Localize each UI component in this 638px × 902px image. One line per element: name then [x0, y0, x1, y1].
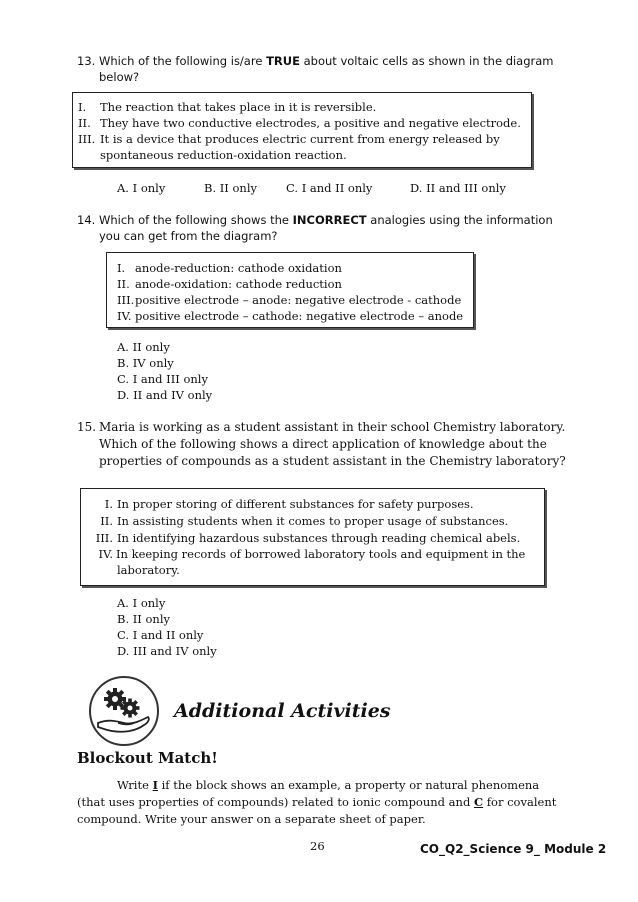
- q14-option-a[interactable]: A. II only: [117, 340, 170, 354]
- q13-question: [99, 53, 569, 69]
- q14-stmt-2: anode-oxidation: cathode reduction: [135, 277, 342, 291]
- instruction-line-2: [77, 794, 556, 811]
- q15-stmt-2: In assisting students when it comes to proper usage of substances.: [117, 514, 509, 528]
- q15-line-1: Maria is working as a student assistant in their school Chemistry laboratory.: [99, 420, 566, 434]
- instr-1-post: if the block shows an example, a property or natural phenomena: [157, 778, 540, 792]
- q13-stmt-2-num: II.: [78, 116, 91, 130]
- q13-stmt-2: They have two conductive electrodes, a positive and negative electrode.: [100, 116, 521, 130]
- q14-number: 14.: [77, 213, 96, 227]
- q15-stmt-1-num: I.: [104, 497, 113, 511]
- instruction-line-3: compound. Write your answer on a separate sheet of paper.: [77, 812, 426, 826]
- q15-stmt-2-num: II.: [100, 514, 113, 528]
- q14-stmt-1-num: I.: [117, 261, 126, 275]
- q13-stmt-1: The reaction that takes place in it is reversible.: [100, 100, 377, 114]
- q14-option-d[interactable]: D. II and IV only: [117, 388, 213, 402]
- q14-stmt-3: positive electrode – anode: negative electrode - cathode: [135, 293, 462, 307]
- q13-text-post: about voltaic cells as shown in the diagram: [299, 54, 554, 68]
- q13-question-line2: below?: [99, 70, 140, 84]
- q15-stmt-4: In keeping records of borrowed laboratory tools and equipment in the: [116, 547, 526, 561]
- q13-text-pre: Which of the following is/are: [99, 54, 267, 68]
- instruction-line-1: [117, 777, 539, 794]
- q13-option-a[interactable]: A. I only: [117, 181, 166, 195]
- q13-stmt-1-num: I.: [78, 100, 87, 114]
- module-code: CO_Q2_Science 9_ Module 2: [420, 842, 607, 856]
- q14-option-b[interactable]: B. IV only: [117, 356, 174, 370]
- q15-stmt-4-cont: laboratory.: [117, 563, 180, 577]
- q13-option-c[interactable]: C. I and II only: [286, 181, 373, 195]
- q15-number: 15.: [77, 420, 97, 434]
- q14-stmt-1: anode-reduction: cathode oxidation: [135, 261, 342, 275]
- q14-text-post: analogies using the information: [366, 213, 553, 227]
- q13-stmt-3-cont: spontaneous reduction-oxidation reaction.: [100, 148, 347, 162]
- instr-2-pre: (that uses properties of compounds) related to ionic compound and: [77, 795, 474, 809]
- page-number: 26: [310, 839, 325, 853]
- instr-2-post: for covalent: [483, 795, 557, 809]
- section-title: Additional Activities: [174, 700, 391, 722]
- q13-stmt-3-num: III.: [78, 132, 96, 146]
- section-subtitle: Blockout Match!: [77, 749, 218, 767]
- instr-1-pre: Write: [117, 778, 153, 792]
- q14-stmt-3-num: III.: [117, 293, 135, 307]
- q15-option-b[interactable]: B. II only: [117, 612, 171, 626]
- q14-stmt-2-num: II.: [117, 277, 130, 291]
- q13-option-b[interactable]: B. II only: [204, 181, 258, 195]
- q14-text-pre: Which of the following shows the: [99, 213, 293, 227]
- q13-option-d[interactable]: D. II and III only: [410, 181, 506, 195]
- q14-option-c[interactable]: C. I and III only: [117, 372, 208, 386]
- q14-text-bold: INCORRECT: [292, 213, 367, 227]
- q15-stmt-4-num: IV.: [98, 547, 113, 561]
- instr-covalent-letter: C: [473, 795, 484, 809]
- q14-question-line2: you can get from the diagram?: [99, 229, 278, 243]
- q13-stmt-3: It is a device that produces electric current from energy released by: [100, 132, 500, 146]
- q15-option-d[interactable]: D. III and IV only: [117, 644, 217, 658]
- q14-question: [99, 212, 569, 228]
- q15-stmt-3: In identifying hazardous substances through reading chemical abels.: [117, 531, 521, 545]
- q13-number: 13.: [77, 54, 96, 68]
- q15-line-3: properties of compounds as a student assistant in the Chemistry laboratory?: [99, 454, 566, 468]
- instr-ionic-letter: I: [152, 778, 158, 792]
- q15-option-c[interactable]: C. I and II only: [117, 628, 204, 642]
- q13-text-bold: TRUE: [266, 54, 300, 68]
- q14-stmt-4: positive electrode – cathode: negative electrode – anode: [135, 309, 464, 323]
- q14-stmt-4-num: IV.: [117, 309, 132, 323]
- gears-hand-icon: [88, 675, 160, 747]
- q15-line-2: Which of the following shows a direct application of knowledge about the: [99, 437, 547, 451]
- q15-option-a[interactable]: A. I only: [117, 596, 166, 610]
- q15-stmt-1: In proper storing of different substances for safety purposes.: [117, 497, 474, 511]
- q15-stmt-3-num: III.: [95, 531, 113, 545]
